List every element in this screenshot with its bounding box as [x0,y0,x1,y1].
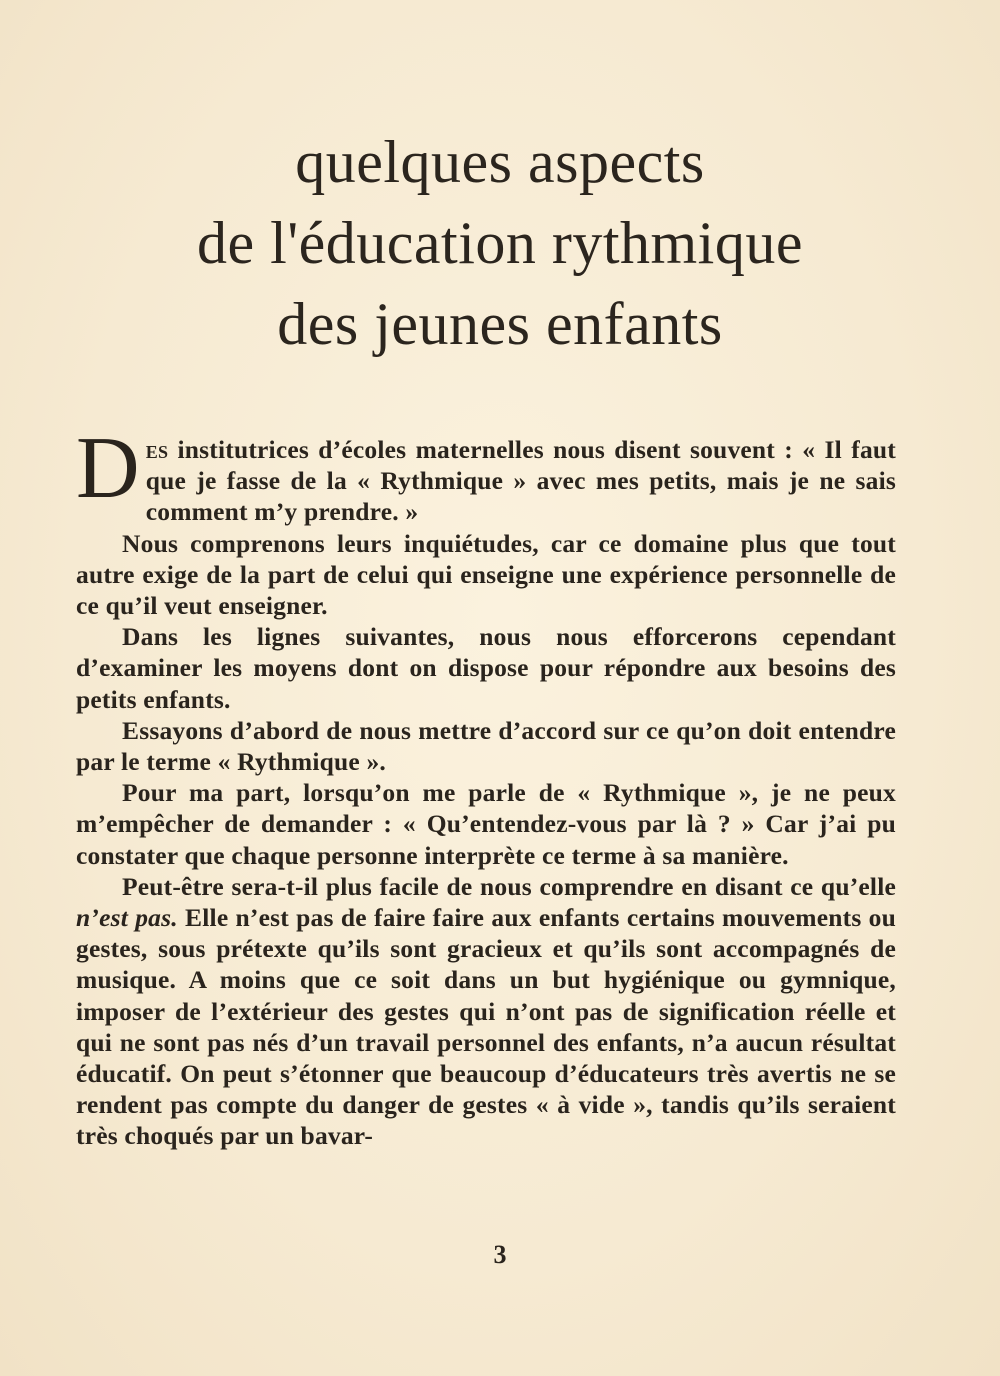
paragraph-1-smallcaps: es [145,435,169,464]
page-number: 3 [493,1240,507,1269]
paragraph-2: Nous comprenons leurs inquiétudes, car ce domaine plus que tout autre exige de la part de celui qui enseigne une expérience personnelle de ce qu’il veut enseigner. [76,528,896,621]
title-line-1: quelques aspects [295,129,705,195]
paragraph-4: Essayons d’abord de nous mettre d’accord sur ce qu’on doit entendre par le terme « Rythmique ». [76,715,896,777]
paragraph-6-emphasis: n’est pas. [76,903,178,933]
paragraph-6-text-b: Elle n’est pas de faire faire aux enfants certains mouvements ou gestes, sous prétexte qu’ils sont gracieux et qu’ils sont accompagnés de musique. A moins que ce soit dans un but hygiénique ou gymnique, imposer de l’extérieur des gestes qui n’ont pas de signification réelle et qui ne sont pas nés d’un travail personnel des enfants, n’a aucun résultat éducatif. On peut s’étonner que beaucoup d’éducateurs très avertis ne se rendent pas compte du danger de gestes « à vide », tandis qu’ils seraient très choqués par un bavar- [76,903,896,1151]
paragraph-5: Pour ma part, lorsqu’on me parle de « Rythmique », je ne peux m’empêcher de demander : « Qu’entendez-vous par là ? » Car j’ai pu constater que chaque personne interprète ce terme à sa manière. [76,778,896,870]
paragraph-1-text: institutrices d’écoles maternelles nous disent souvent : « Il faut que je fasse de la « Rythmique » avec mes petits, mais je ne sais comment m’y prendre. » [145,435,896,527]
paragraph-3: Dans les lignes suivantes, nous nous efforcerons cependant d’examiner les moyens dont on dispose pour répondre aux besoins des petits enfants. [76,622,896,714]
title-line-2: de l'éducation rythmique [197,210,803,276]
paragraph-6-text-a: Peut-être sera-t-il plus facile de nous comprendre en disant ce qu’elle [122,871,896,901]
paragraph-1 [76,420,896,528]
chapter-title [0,122,1000,365]
body-text [76,420,896,1152]
drop-cap: D [76,420,140,517]
paragraph-6 [76,871,896,1152]
title-line-3: des jeunes enfants [277,291,723,357]
